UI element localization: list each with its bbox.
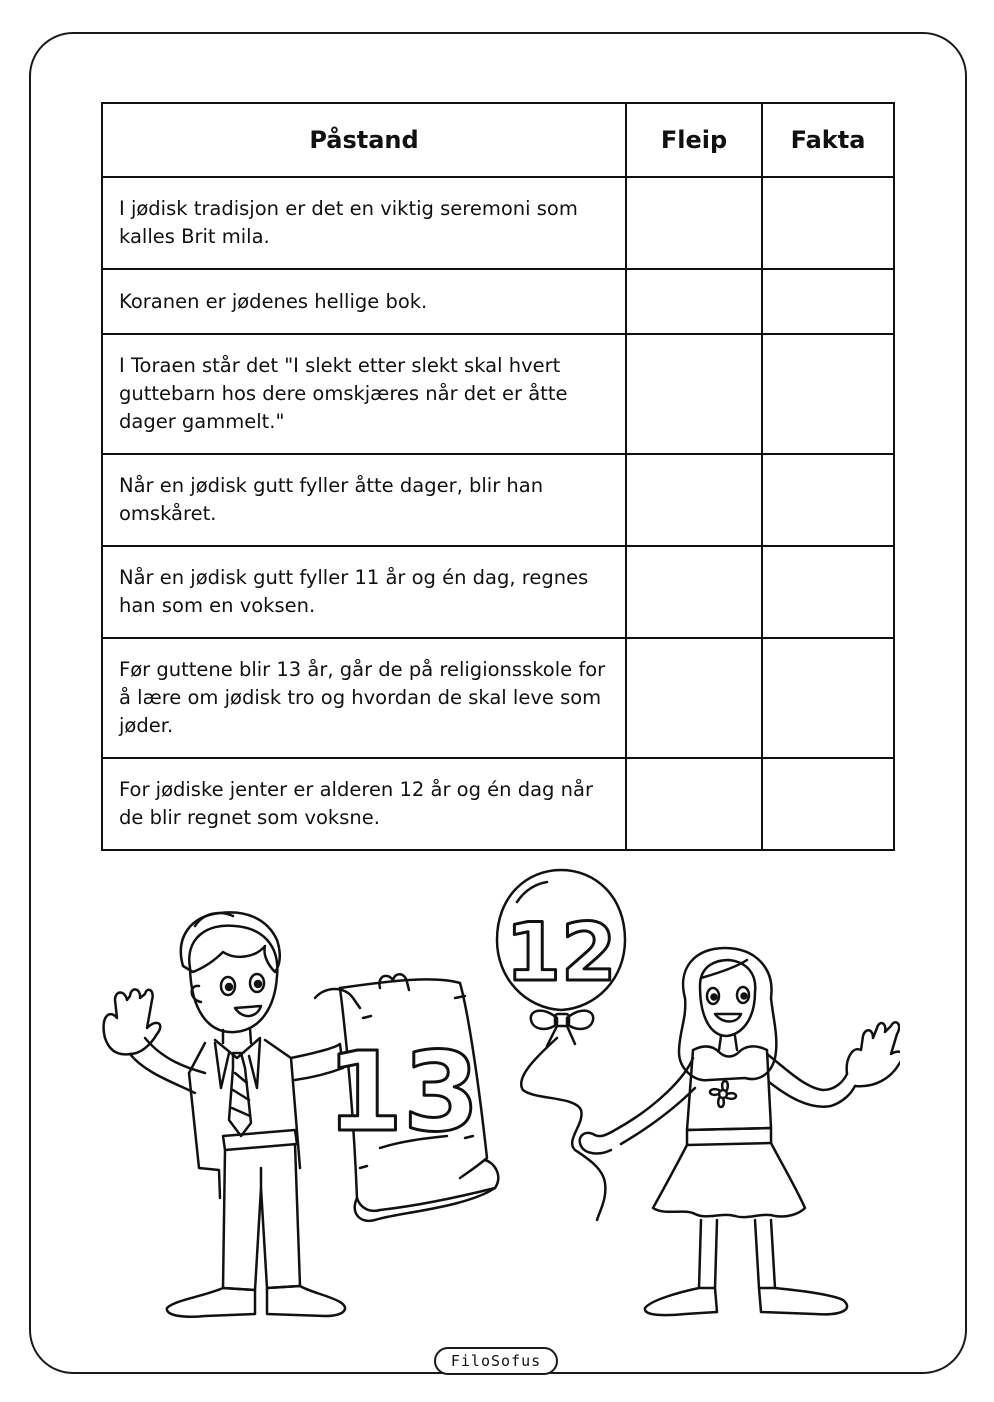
fleip-checkbox[interactable] <box>626 546 762 638</box>
balloon-number: 12 <box>505 906 617 999</box>
fleip-checkbox[interactable] <box>626 334 762 454</box>
table-row <box>102 269 894 334</box>
fleip-header: Fleip <box>626 103 762 177</box>
statement-text: Før guttene blir 13 år, går de på religionsskole for å lære om jødisk tro og hvordan de skal leve som jøder. <box>102 638 626 758</box>
table-row <box>102 454 894 546</box>
statement-header: Påstand <box>102 103 626 177</box>
table-row <box>102 546 894 638</box>
fleip-checkbox[interactable] <box>626 454 762 546</box>
table-row <box>102 177 894 269</box>
fakta-header: Fakta <box>762 103 894 177</box>
table-row <box>102 638 894 758</box>
filosofus-logo: FiloSofus <box>434 1347 558 1375</box>
scroll-13 <box>315 974 498 1221</box>
fakta-checkbox[interactable] <box>762 758 894 850</box>
girl-figure <box>580 948 900 1315</box>
coloring-illustration <box>95 868 900 1338</box>
fakta-checkbox[interactable] <box>762 454 894 546</box>
boy-figure <box>104 912 345 1316</box>
header-row <box>102 103 894 177</box>
fakta-checkbox[interactable] <box>762 177 894 269</box>
fakta-checkbox[interactable] <box>762 546 894 638</box>
table-row <box>102 758 894 850</box>
table-row <box>102 334 894 454</box>
fakta-checkbox[interactable] <box>762 638 894 758</box>
balloon-12 <box>497 870 625 1220</box>
fakta-checkbox[interactable] <box>762 269 894 334</box>
fakta-checkbox[interactable] <box>762 334 894 454</box>
statement-text: Når en jødisk gutt fyller åtte dager, blir han omskåret. <box>102 454 626 546</box>
statement-text: I jødisk tradisjon er det en viktig seremoni som kalles Brit mila. <box>102 177 626 269</box>
statement-text: Når en jødisk gutt fyller 11 år og én dag, regnes han som en voksen. <box>102 546 626 638</box>
statement-text: For jødiske jenter er alderen 12 år og én dag når de blir regnet som voksne. <box>102 758 626 850</box>
fleip-checkbox[interactable] <box>626 177 762 269</box>
scroll-number: 13 <box>326 1028 480 1156</box>
fleip-checkbox[interactable] <box>626 269 762 334</box>
statement-text: Koranen er jødenes hellige bok. <box>102 269 626 334</box>
fact-or-fib-table <box>101 102 895 851</box>
fleip-checkbox[interactable] <box>626 638 762 758</box>
statement-text: I Toraen står det "I slekt etter slekt skal hvert guttebarn hos dere omskjæres når det er åtte dager gammelt." <box>102 334 626 454</box>
fleip-checkbox[interactable] <box>626 758 762 850</box>
